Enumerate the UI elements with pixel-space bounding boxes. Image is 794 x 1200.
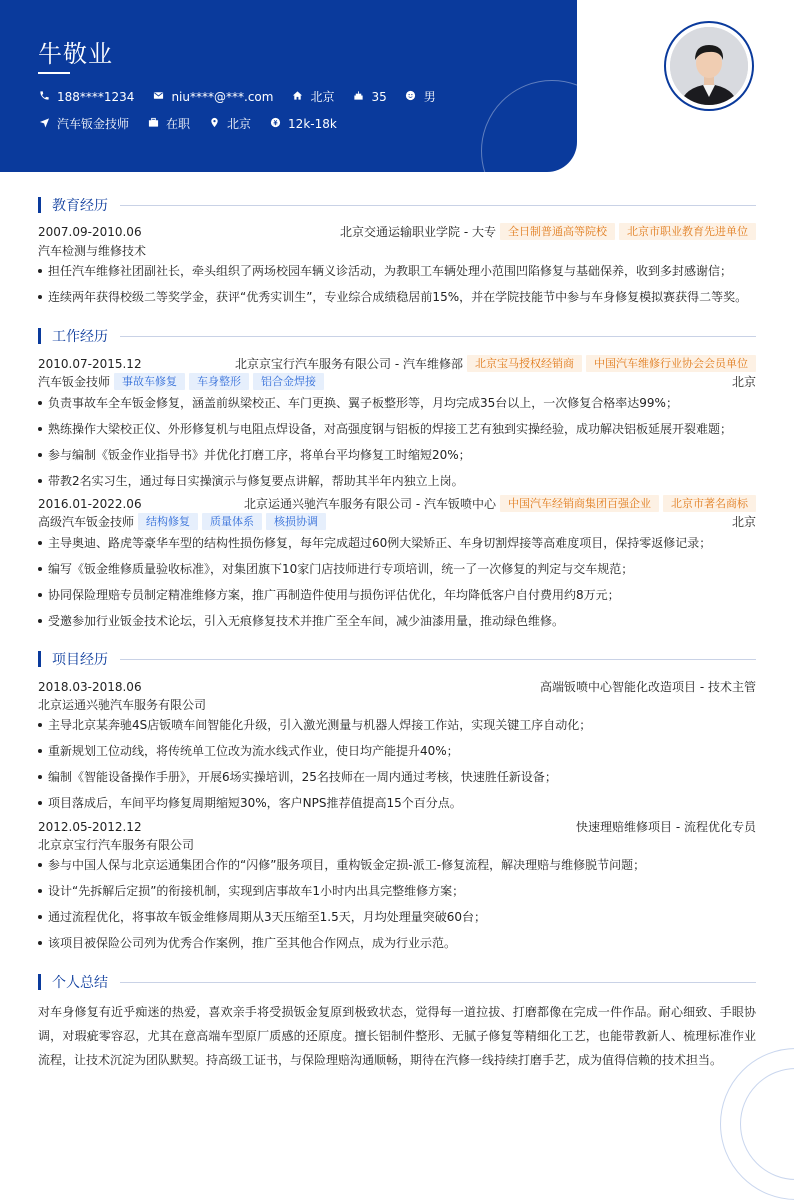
section-divider xyxy=(120,205,756,206)
section-summary xyxy=(38,973,756,991)
job-item xyxy=(38,115,129,132)
company-tag: 北京市著名商标 xyxy=(663,495,756,512)
cake-icon xyxy=(352,90,364,104)
gender-text: 男 xyxy=(423,90,436,104)
list-item: 协同保险理赔专员制定精准维修方案，推广再制造件使用与损伤评估优化，年均降低客户自付费用约8万元； xyxy=(38,586,756,603)
send-icon xyxy=(38,117,50,131)
briefcase-icon xyxy=(147,117,159,131)
section-education xyxy=(38,196,756,214)
salary-text: 12k-18k xyxy=(288,116,337,131)
project-header xyxy=(38,818,756,835)
status-item xyxy=(147,115,190,132)
job-intent-row xyxy=(38,115,355,132)
skill-tag: 质量体系 xyxy=(202,513,262,530)
list-item: 项目落成后，车间平均修复周期缩短30%，客户NPS推荐值提高15个百分点。 xyxy=(38,794,756,811)
status-text: 在职 xyxy=(166,117,191,131)
phone-icon xyxy=(38,90,50,104)
list-item: 该项目被保险公司列为优秀合作案例，推广至其他合作网点，成为行业示范。 xyxy=(38,934,756,951)
name-underline xyxy=(38,72,70,74)
gender-item xyxy=(405,88,436,105)
project-name: 高端钣喷中心智能化改造项目 - 技术主管 xyxy=(540,680,756,694)
target-city-item xyxy=(208,115,251,132)
skill-tag: 事故车修复 xyxy=(114,373,185,390)
decorative-circle xyxy=(481,80,577,172)
email-item xyxy=(152,90,273,104)
avatar xyxy=(670,27,748,105)
skill-tag: 车身整形 xyxy=(189,373,249,390)
education-header xyxy=(38,223,756,240)
work-company: 北京运通兴驰汽车服务有限公司 - 汽车钣喷中心 xyxy=(244,497,496,511)
work-title-row xyxy=(38,513,756,530)
skill-tag: 铝合金焊接 xyxy=(253,373,324,390)
education-period: 2007.09-2010.06 xyxy=(38,224,142,239)
company-tag: 中国汽车维修行业协会会员单位 xyxy=(586,355,756,372)
list-item: 主导北京某奔驰4S店钣喷车间智能化升级，引入激光测量与机器人焊接工作站，实现关键工序自动化； xyxy=(38,716,756,733)
work-location: 北京 xyxy=(731,515,756,529)
work-header xyxy=(38,355,756,372)
list-item: 负责事故车全车钣金修复，涵盖前纵梁校正、车门更换、翼子板整形等，月均完成35台以上，一次修复合格率达99%； xyxy=(38,394,756,411)
school-tag: 北京市职业教育先进单位 xyxy=(619,223,756,240)
section-marker xyxy=(38,328,41,344)
phone-text: 188****1234 xyxy=(57,89,135,104)
phone-item xyxy=(38,90,134,104)
list-item: 受邀参加行业钣金技术论坛，引入无痕修复技术并推广至全车间，减少油漆用量，推动绿色维修。 xyxy=(38,612,756,629)
school-tag: 全日制普通高等院校 xyxy=(500,223,615,240)
work-period: 2010.07-2015.12 xyxy=(38,356,142,371)
contact-row xyxy=(38,88,454,105)
work-title: 汽车钣金技师 xyxy=(38,375,111,389)
section-marker xyxy=(38,974,41,990)
education-major-row xyxy=(38,242,756,259)
project-company-row xyxy=(38,696,756,713)
education-major: 汽车检测与维修技术 xyxy=(38,244,147,258)
section-title: 教育经历 xyxy=(52,198,108,214)
section-divider xyxy=(120,982,756,983)
candidate-name: 牛敬业 xyxy=(38,40,113,68)
section-divider xyxy=(120,336,756,337)
home-icon xyxy=(291,90,303,104)
money-icon xyxy=(269,117,281,131)
section-marker xyxy=(38,197,41,213)
face-icon xyxy=(405,90,417,104)
target-city-text: 北京 xyxy=(227,117,252,131)
list-item: 担任汽车维修社团副社长，牵头组织了两场校园车辆义诊活动，为教职工车辆处理小范围凹陷修复与基础保养，收到多封感谢信； xyxy=(38,262,756,279)
location-pin-icon xyxy=(208,117,220,131)
list-item: 熟练操作大梁校正仪、外形修复机与电阻点焊设备，对高强度钢与铝板的焊接工艺有独到实操经验，成功解决铝板延展开裂难题； xyxy=(38,420,756,437)
project-company-row xyxy=(38,836,756,853)
work-location: 北京 xyxy=(731,375,756,389)
company-tag: 北京宝马授权经销商 xyxy=(467,355,582,372)
project-name: 快速理赔维修项目 - 流程优化专员 xyxy=(576,820,756,834)
header-banner xyxy=(0,0,577,172)
age-item xyxy=(352,90,386,104)
mail-icon xyxy=(152,90,164,104)
skill-tag: 核损协调 xyxy=(266,513,326,530)
city-item xyxy=(291,88,334,105)
section-divider xyxy=(120,659,756,660)
education-school: 北京交通运输职业学院 - 大专 xyxy=(340,225,496,239)
job-text: 汽车钣金技师 xyxy=(57,117,130,131)
project-company: 北京运通兴驰汽车服务有限公司 xyxy=(38,698,207,712)
section-title: 项目经历 xyxy=(52,652,108,668)
city-text: 北京 xyxy=(310,90,335,104)
avatar-frame xyxy=(664,21,754,111)
project-company: 北京京宝行汽车服务有限公司 xyxy=(38,838,195,852)
list-item: 编制《智能设备操作手册》，开展6场实操培训，25名技师在一周内通过考核，快速胜任新设备； xyxy=(38,768,756,785)
list-item: 带教2名实习生，通过每日实操演示与修复要点讲解，帮助其半年内独立上岗。 xyxy=(38,472,756,489)
skill-tag: 结构修复 xyxy=(138,513,198,530)
work-title-row xyxy=(38,373,756,390)
salary-item xyxy=(269,117,337,131)
work-header xyxy=(38,495,756,512)
age-text: 35 xyxy=(371,89,387,104)
list-item: 编写《钣金维修质量验收标准》，对集团旗下10家门店技师进行专项培训，统一了一次修复的判定与交车规范； xyxy=(38,560,756,577)
list-item: 主导奥迪、路虎等豪华车型的结构性损伤修复，每年完成超过60例大梁矫正、车身切割焊接等高难度项目，保持零返修记录； xyxy=(38,534,756,551)
work-company: 北京京宝行汽车服务有限公司 - 汽车维修部 xyxy=(235,357,463,371)
list-item: 连续两年获得校级二等奖学金，获评“优秀实训生”，专业综合成绩稳居前15%，并在学院技能节中参与车身修复模拟赛获得二等奖。 xyxy=(38,288,756,305)
work-title: 高级汽车钣金技师 xyxy=(38,515,135,529)
project-header xyxy=(38,678,756,695)
list-item: 重新规划工位动线，将传统单工位改为流水线式作业，使日均产能提升40%； xyxy=(38,742,756,759)
email-text: niu****@***.com xyxy=(171,89,274,104)
section-title: 个人总结 xyxy=(52,975,108,991)
section-project xyxy=(38,650,756,668)
list-item: 参与编制《钣金作业指导书》并优化打磨工序，将单台平均修复工时缩短20%； xyxy=(38,446,756,463)
work-period: 2016.01-2022.06 xyxy=(38,496,142,511)
list-item: 通过流程优化，将事故车钣金维修周期从3天压缩至1.5天，月均处理量突破60台； xyxy=(38,908,756,925)
summary-text: 对车身修复有近乎痴迷的热爱，喜欢亲手将受损钣金复原到极致状态，觉得每一道拉拔、打磨都像在完成一件作品。耐心细致、手眼协调，对瑕疵零容忍，尤其在意高端车型原厂质感的还原度。擅长铝制件整形、无腻子修复等精细化工艺，也能带教新人、梳理标准作业流程，让技术沉淀为团队默契。持高级工证书，与保险理赔沟通顺畅，期待在汽修一线持续打磨手艺，成为值得信赖的技术担当。 xyxy=(38,1005,756,1067)
section-work xyxy=(38,327,756,345)
list-item: 设计“先拆解后定损”的衔接机制，实现到店事故车1小时内出具完整维修方案； xyxy=(38,882,756,899)
project-period: 2018.03-2018.06 xyxy=(38,679,142,694)
list-item: 参与中国人保与北京运通集团合作的“闪修”服务项目，重构钣金定损-派工-修复流程，解决理赔与维修脱节问题； xyxy=(38,856,756,873)
company-tag: 中国汽车经销商集团百强企业 xyxy=(500,495,659,512)
section-marker xyxy=(38,651,41,667)
section-title: 工作经历 xyxy=(52,329,108,345)
project-period: 2012.05-2012.12 xyxy=(38,819,142,834)
